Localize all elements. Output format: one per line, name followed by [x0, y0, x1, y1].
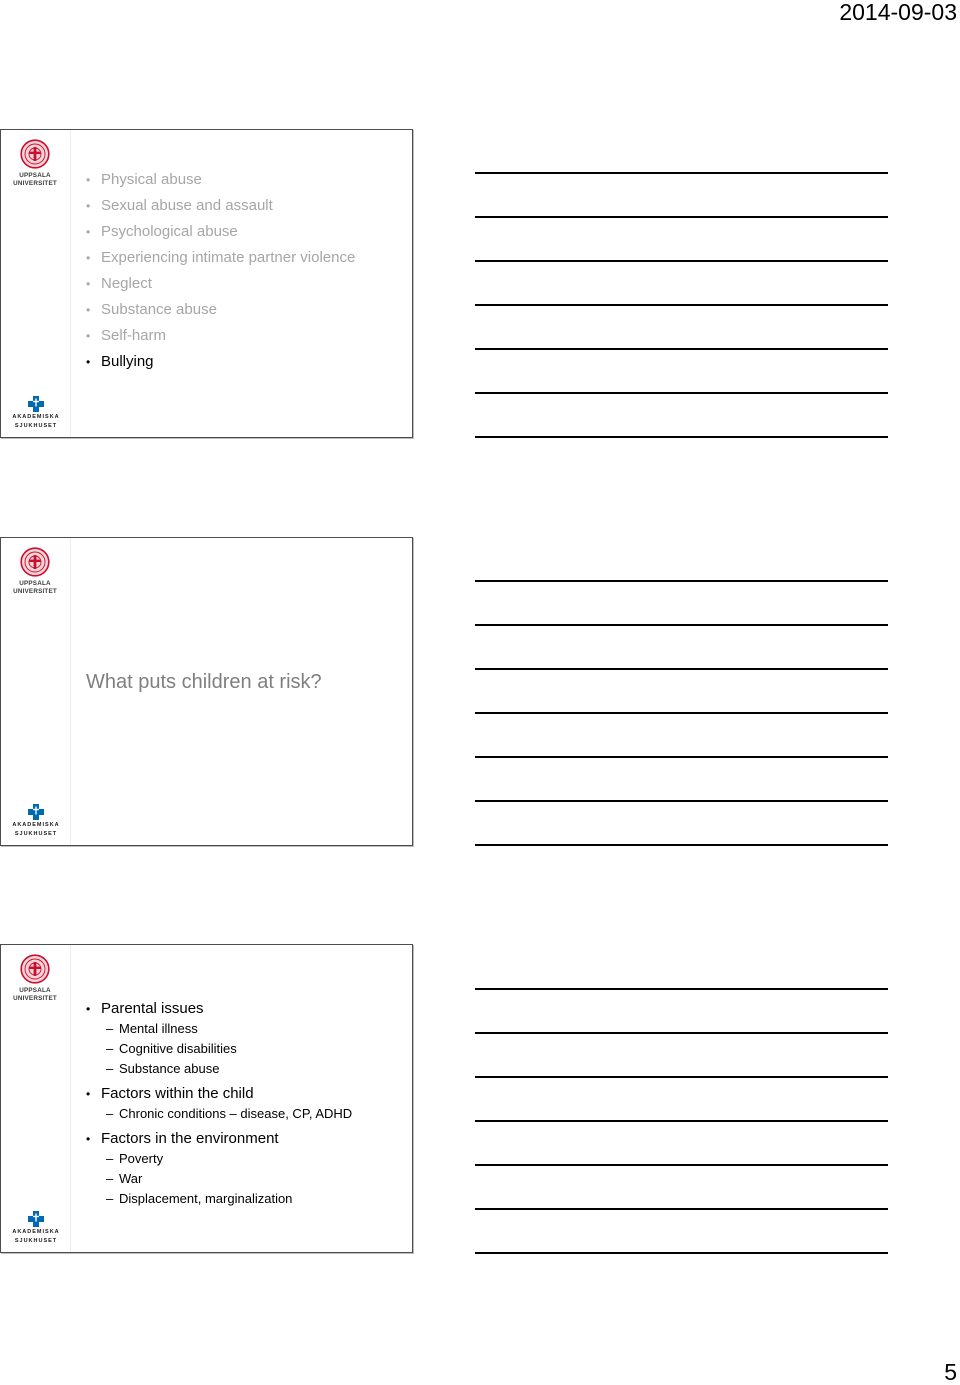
sub-bullet-text: Cognitive disabilities [119, 1041, 237, 1056]
hospital-logo-line1: AKADEMISKA [12, 1229, 60, 1235]
sub-bullet-dash: – [106, 1171, 114, 1186]
hospital-cross-icon [28, 804, 44, 820]
university-seal-icon [20, 954, 50, 984]
bullet-item [86, 193, 355, 219]
bullet-text: Parental issues [101, 1000, 204, 1017]
logo-column-divider [70, 130, 71, 437]
university-logo-line1: UPPSALA [19, 172, 51, 179]
bullet-dot: • [86, 329, 91, 343]
bullet-item [86, 219, 355, 245]
note-line [475, 392, 888, 394]
note-line [475, 844, 888, 846]
sub-bullet-item [86, 1104, 352, 1124]
bullet-dot: • [86, 355, 91, 369]
note-line [475, 216, 888, 218]
bullet-text: Factors within the child [101, 1085, 254, 1102]
sub-bullet-item [86, 1039, 352, 1059]
note-line [475, 348, 888, 350]
sub-bullet-text: Poverty [119, 1151, 164, 1166]
note-line [475, 1164, 888, 1166]
bullet-dot: • [86, 1132, 91, 1146]
note-line [475, 304, 888, 306]
hospital-cross-icon [28, 1211, 44, 1227]
slide-3 [0, 944, 413, 1253]
note-line [475, 624, 888, 626]
akademiska-sjukhuset-logo [9, 1211, 63, 1246]
sub-bullet-text: Displacement, marginalization [119, 1191, 293, 1206]
sub-bullet-dash: – [106, 1061, 114, 1076]
note-line [475, 1032, 888, 1034]
bullet-text: Factors in the environment [101, 1130, 279, 1147]
university-logo-line2: UNIVERSITET [13, 995, 57, 1002]
university-seal-icon [20, 139, 50, 169]
bullet-item [86, 271, 355, 297]
note-line [475, 172, 888, 174]
sub-bullet-text: Chronic conditions – disease, CP, ADHD [119, 1106, 353, 1121]
hospital-logo-line2: SJUKHUSET [14, 1238, 58, 1244]
sub-bullet-dash: – [106, 1106, 114, 1121]
bullet-dot: • [86, 225, 91, 239]
bullet-dot: • [86, 173, 91, 187]
bullet-item [86, 323, 355, 349]
note-line [475, 712, 888, 714]
sub-bullet-dash: – [106, 1151, 114, 1166]
bullet-item [86, 297, 355, 323]
note-line [475, 800, 888, 802]
note-line [475, 1120, 888, 1122]
bullet-item [86, 349, 355, 375]
bullet-item [86, 167, 355, 193]
page-number: 5 [944, 1359, 957, 1385]
note-line [475, 668, 888, 670]
slide-title: What puts children at risk? [86, 671, 322, 693]
bullet-text: Sexual abuse and assault [101, 197, 273, 214]
note-line [475, 1208, 888, 1210]
note-line [475, 1252, 888, 1254]
logo-column-divider [70, 538, 71, 845]
bullet-text: Bullying [101, 353, 154, 370]
bullet-item [86, 245, 355, 271]
slide-2 [0, 537, 413, 846]
bullet-dot: • [86, 1087, 91, 1101]
hospital-logo-line2: SJUKHUSET [14, 831, 58, 837]
bullet-dot: • [86, 1002, 91, 1016]
notes-lines-slide-2 [475, 580, 888, 888]
note-line [475, 260, 888, 262]
sub-bullet-item [86, 1169, 352, 1189]
sub-bullet-dash: – [106, 1191, 114, 1206]
uppsala-university-logo [10, 139, 60, 188]
sub-bullet-text: Substance abuse [119, 1061, 220, 1076]
university-logo-line2: UNIVERSITET [13, 180, 57, 187]
sub-bullet-item [86, 1189, 352, 1209]
bullet-text: Experiencing intimate partner violence [101, 249, 356, 266]
bullet-item [86, 999, 352, 1019]
uppsala-university-logo [10, 547, 60, 596]
bullet-text: Psychological abuse [101, 223, 238, 240]
bullet-list [86, 167, 355, 375]
bullet-dot: • [86, 251, 91, 265]
sub-bullet-dash: – [106, 1021, 114, 1036]
bullet-list [86, 999, 352, 1209]
hospital-cross-icon [28, 396, 44, 412]
uppsala-university-logo [10, 954, 60, 1003]
note-line [475, 436, 888, 438]
bullet-dot: • [86, 199, 91, 213]
bullet-item [86, 1129, 352, 1149]
akademiska-sjukhuset-logo [9, 804, 63, 839]
sub-bullet-text: Mental illness [119, 1021, 198, 1036]
bullet-text: Substance abuse [101, 301, 217, 318]
university-seal-icon [20, 547, 50, 577]
hospital-logo-line1: AKADEMISKA [12, 414, 60, 420]
bullet-text: Self-harm [101, 327, 167, 344]
university-logo-line2: UNIVERSITET [13, 588, 57, 595]
sub-bullet-dash: – [106, 1041, 114, 1056]
note-line [475, 1076, 888, 1078]
bullet-text: Neglect [101, 275, 152, 292]
note-line [475, 580, 888, 582]
hospital-logo-line1: AKADEMISKA [12, 822, 60, 828]
university-logo-line1: UPPSALA [19, 987, 51, 994]
hospital-logo-line2: SJUKHUSET [14, 423, 58, 429]
slide-1 [0, 129, 413, 438]
bullet-dot: • [86, 303, 91, 317]
bullet-dot: • [86, 277, 91, 291]
note-line [475, 988, 888, 990]
print-date: 2014-09-03 [839, 0, 957, 25]
sub-bullet-item [86, 1059, 352, 1079]
notes-lines-slide-1 [475, 172, 888, 480]
akademiska-sjukhuset-logo [9, 396, 63, 431]
sub-bullet-text: War [119, 1171, 143, 1186]
university-logo-line1: UPPSALA [19, 580, 51, 587]
sub-bullet-item [86, 1149, 352, 1169]
bullet-item [86, 1084, 352, 1104]
note-line [475, 756, 888, 758]
logo-column-divider [70, 945, 71, 1252]
sub-bullet-item [86, 1019, 352, 1039]
notes-lines-slide-3 [475, 988, 888, 1296]
bullet-text: Physical abuse [101, 171, 202, 188]
